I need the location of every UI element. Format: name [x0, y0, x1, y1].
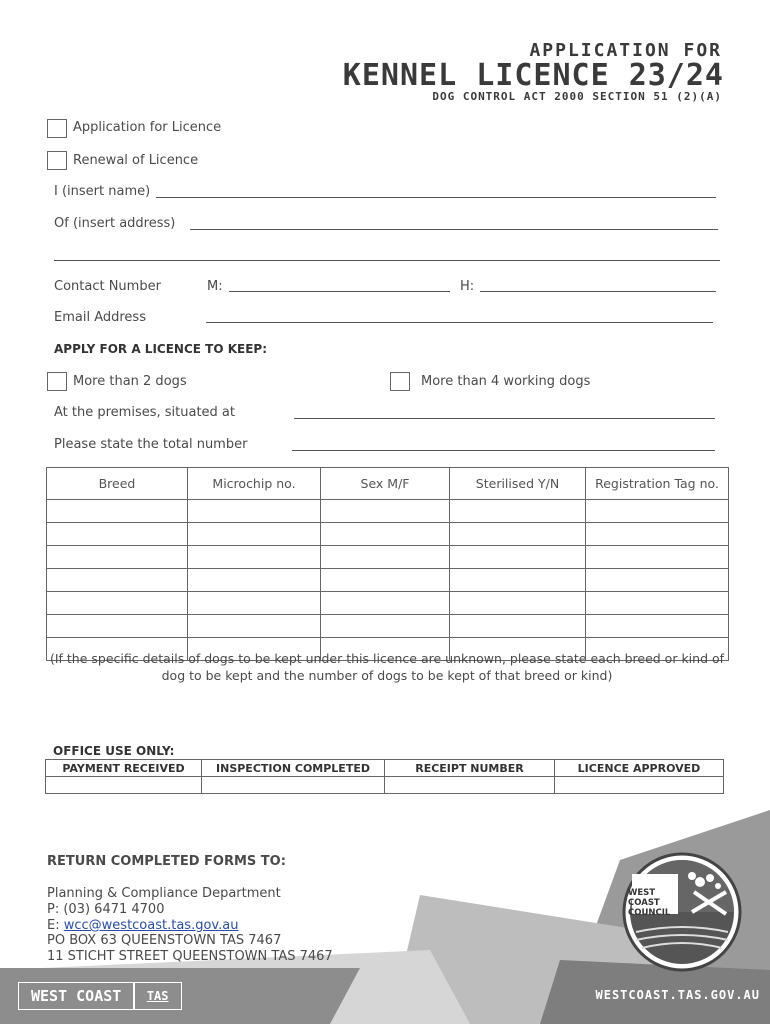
address-field-line2[interactable] — [54, 260, 720, 261]
table-cell[interactable] — [188, 615, 321, 638]
name-label: I (insert name) — [54, 184, 151, 199]
table-header-row — [47, 468, 729, 500]
col-payment-received: PAYMENT RECEIVED — [46, 760, 202, 777]
office-heading: OFFICE USE ONLY: — [53, 744, 175, 758]
footer-brand — [18, 982, 182, 1010]
col-breed: Breed — [47, 468, 188, 500]
brand-suffix: TAS — [146, 989, 169, 1003]
return-phone: P: (03) 6471 4700 — [47, 902, 165, 917]
dog-details-table — [46, 467, 729, 661]
return-dept: Planning & Compliance Department — [47, 886, 281, 901]
office-use-table — [45, 759, 724, 794]
total-label: Please state the total number — [54, 437, 248, 452]
col-licence-approved: LICENCE APPROVED — [555, 760, 724, 777]
page-title: KENNEL LICENCE 23/24 — [342, 58, 724, 93]
return-po: PO BOX 63 QUEENSTOWN TAS 7467 — [47, 933, 282, 948]
table-cell[interactable] — [47, 546, 188, 569]
table-cell[interactable] — [385, 777, 555, 794]
renewal-checkbox[interactable] — [47, 151, 67, 170]
total-field[interactable] — [292, 450, 715, 451]
return-email-row — [47, 918, 238, 933]
email-label: Email Address — [54, 310, 146, 325]
home-field[interactable] — [480, 291, 716, 292]
table-cell[interactable] — [47, 523, 188, 546]
table-cell[interactable] — [188, 546, 321, 569]
address-label: Of (insert address) — [54, 216, 176, 231]
col-microchip: Microchip no. — [188, 468, 321, 500]
email-link[interactable]: wcc@westcoast.tas.gov.au — [63, 918, 239, 933]
col-sex: Sex M/F — [321, 468, 450, 500]
logo-line3: COUNCIL — [628, 908, 671, 918]
logo-line2: COAST — [628, 898, 660, 908]
col-registration-tag: Registration Tag no. — [586, 468, 729, 500]
more2-label: More than 2 dogs — [73, 374, 187, 389]
more4-label: More than 4 working dogs — [421, 374, 591, 389]
table-cell[interactable] — [47, 569, 188, 592]
table-cell[interactable] — [586, 592, 729, 615]
col-sterilised: Sterilised Y/N — [450, 468, 586, 500]
renewal-label: Renewal of Licence — [73, 153, 199, 168]
email-field[interactable] — [206, 322, 713, 323]
footer-website[interactable]: WESTCOAST.TAS.GOV.AU — [595, 988, 760, 1002]
col-inspection-completed: INSPECTION COMPLETED — [202, 760, 385, 777]
table-row — [47, 546, 729, 569]
mobile-field[interactable] — [229, 291, 450, 292]
table-cell[interactable] — [47, 592, 188, 615]
keep-heading: APPLY FOR A LICENCE TO KEEP: — [54, 342, 267, 356]
table-cell[interactable] — [450, 523, 586, 546]
page-subtitle: DOG CONTROL ACT 2000 SECTION 51 (2)(A) — [432, 90, 722, 103]
table-row — [47, 615, 729, 638]
more4-checkbox[interactable] — [390, 372, 410, 391]
table-cell[interactable] — [586, 500, 729, 523]
col-receipt-number: RECEIPT NUMBER — [385, 760, 555, 777]
header-line1: APPLICATION FOR — [529, 40, 722, 61]
table-cell[interactable] — [450, 615, 586, 638]
email-prefix: E: — [47, 918, 64, 933]
table-cell[interactable] — [46, 777, 202, 794]
table-cell[interactable] — [321, 523, 450, 546]
table-cell[interactable] — [586, 615, 729, 638]
table-cell[interactable] — [47, 615, 188, 638]
home-label: H: — [460, 279, 475, 294]
table-cell[interactable] — [450, 569, 586, 592]
table-cell[interactable] — [450, 500, 586, 523]
table-cell[interactable] — [450, 546, 586, 569]
table-cell[interactable] — [450, 592, 586, 615]
table-row — [47, 500, 729, 523]
address-field[interactable] — [190, 229, 718, 230]
mobile-label: M: — [207, 279, 223, 294]
table-cell[interactable] — [321, 569, 450, 592]
premises-field[interactable] — [294, 418, 715, 419]
table-cell[interactable] — [188, 592, 321, 615]
table-cell[interactable] — [188, 569, 321, 592]
office-row — [46, 777, 724, 794]
table-cell[interactable] — [188, 523, 321, 546]
more2-checkbox[interactable] — [47, 372, 67, 391]
name-field[interactable] — [156, 197, 716, 198]
table-cell[interactable] — [586, 569, 729, 592]
council-logo — [622, 852, 742, 972]
table-cell[interactable] — [47, 500, 188, 523]
table-cell[interactable] — [321, 615, 450, 638]
contact-label: Contact Number — [54, 279, 161, 294]
table-cell[interactable] — [321, 592, 450, 615]
table-cell[interactable] — [586, 523, 729, 546]
office-header-row — [46, 760, 724, 777]
table-cell[interactable] — [188, 500, 321, 523]
table-note: (If the specific details of dogs to be kept under this licence are unknown, please state each breed or kind of dog to be kept and the number of dogs to be kept of that breed or kind) — [49, 651, 725, 683]
table-cell[interactable] — [586, 546, 729, 569]
return-heading: RETURN COMPLETED FORMS TO: — [47, 854, 286, 869]
table-cell[interactable] — [321, 500, 450, 523]
table-row — [47, 569, 729, 592]
table-cell[interactable] — [321, 546, 450, 569]
application-label: Application for Licence — [73, 120, 222, 135]
table-cell[interactable] — [202, 777, 385, 794]
application-checkbox[interactable] — [47, 119, 67, 138]
return-street: 11 STICHT STREET QUEENSTOWN TAS 7467 — [47, 949, 333, 964]
logo-line1: WEST — [628, 888, 656, 898]
table-row — [47, 592, 729, 615]
brand-name: WEST COAST — [31, 987, 122, 1005]
table-row — [47, 523, 729, 546]
table-cell[interactable] — [555, 777, 724, 794]
premises-label: At the premises, situated at — [54, 405, 235, 420]
